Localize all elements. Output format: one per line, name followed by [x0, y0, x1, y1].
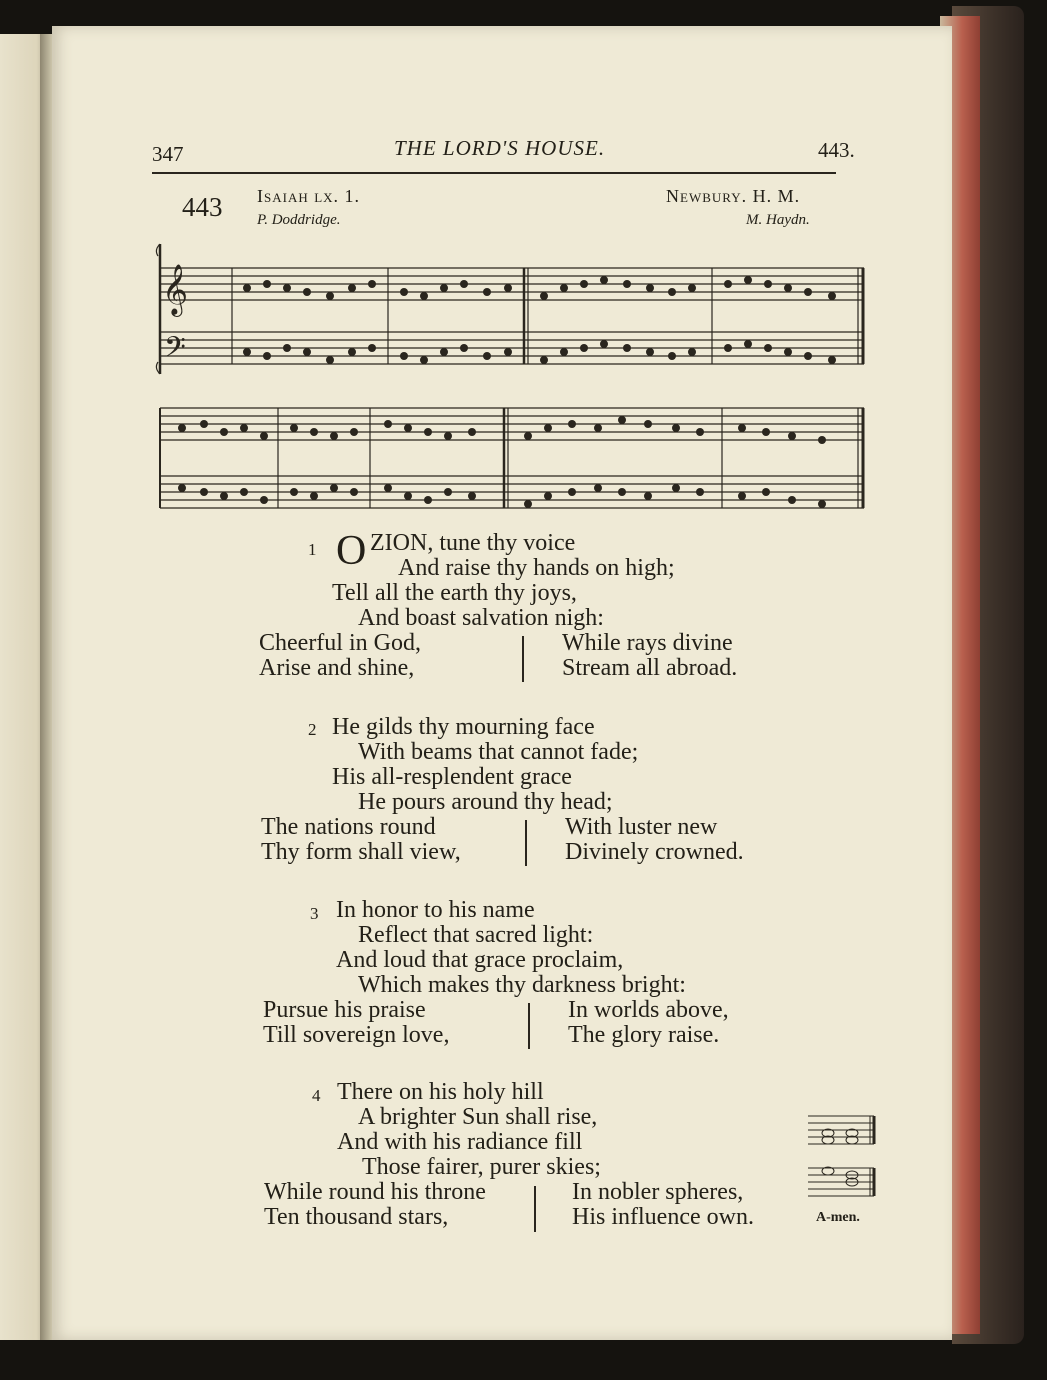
stanza-line: Arise and shine, — [259, 655, 415, 681]
stanza-line: And raise thy hands on high; — [398, 555, 675, 581]
refrain-divider — [522, 636, 524, 682]
hymn-reference: 443. — [818, 138, 855, 162]
tune-name: Newbury. H. M. — [666, 186, 801, 206]
stanza-line: Stream all abroad. — [562, 655, 738, 681]
running-title: THE LORD'S HOUSE. — [394, 136, 606, 160]
stanza-line: While round his throne — [264, 1179, 486, 1205]
music-score — [152, 232, 872, 522]
composer: M. Haydn. — [746, 212, 810, 228]
amen-score — [804, 1108, 880, 1206]
stanza-number: 2 — [308, 720, 317, 739]
refrain-divider — [525, 820, 527, 866]
hymn-number: 443 — [182, 192, 223, 222]
author: P. Doddridge. — [257, 212, 341, 228]
stanza-line: In honor to his name — [336, 897, 535, 923]
stanza-line: Cheerful in God, — [259, 630, 421, 656]
stanza-line: And boast salvation nigh: — [358, 605, 604, 631]
stanza-line: Ten thousand stars, — [264, 1204, 449, 1230]
stanza-line: ZION, tune thy voice — [370, 530, 576, 556]
stanza-line: His all-resplendent grace — [332, 764, 572, 790]
stanza-number: 4 — [312, 1086, 321, 1105]
refrain-divider — [534, 1186, 536, 1232]
right-page — [52, 26, 952, 1340]
stanza-line: He pours around thy head; — [358, 789, 613, 815]
stanza-line: The glory raise. — [568, 1022, 720, 1048]
stanza-line: And with his radiance fill — [337, 1129, 583, 1155]
header-rule — [152, 172, 836, 174]
refrain-divider — [528, 1003, 530, 1049]
svg-text:𝄞: 𝄞 — [162, 265, 189, 314]
amen-label: A-men. — [816, 1210, 860, 1225]
stanza-line: In worlds above, — [568, 997, 729, 1023]
stanza-line: Those fairer, purer skies; — [362, 1154, 601, 1180]
stanza-line: With beams that cannot fade; — [358, 739, 639, 765]
stanza-line: He gilds thy mourning face — [332, 714, 595, 740]
svg-text:𝄢: 𝄢 — [164, 333, 186, 370]
stanza-line: While rays divine — [562, 630, 733, 656]
stanza-line: His influence own. — [572, 1204, 754, 1230]
stanza-line: In nobler spheres, — [572, 1179, 744, 1205]
stanza-line: Pursue his praise — [263, 997, 426, 1023]
scripture-reference: Isaiah lx. 1. — [257, 186, 361, 206]
stanza-line: Tell all the earth thy joys, — [332, 580, 577, 606]
stanza-number: 1 — [308, 540, 317, 559]
stanza-line: Till sovereign love, — [263, 1022, 450, 1048]
stanza-line: Thy form shall view, — [261, 839, 461, 865]
stanza-line: Which makes thy darkness bright: — [358, 972, 686, 998]
stanza-line: With luster new — [565, 814, 718, 840]
stanza-line: There on his holy hill — [337, 1079, 544, 1105]
page-number: 347 — [152, 142, 184, 166]
drop-cap: O — [336, 528, 367, 574]
stanza-line: Divinely crowned. — [565, 839, 744, 865]
stanza-line: Reflect that sacred light: — [358, 922, 594, 948]
stanza-number: 3 — [310, 904, 319, 923]
stanza-line: A brighter Sun shall rise, — [358, 1104, 598, 1130]
stanza-line: The nations round — [261, 814, 436, 840]
stanza-line: And loud that grace proclaim, — [336, 947, 624, 973]
